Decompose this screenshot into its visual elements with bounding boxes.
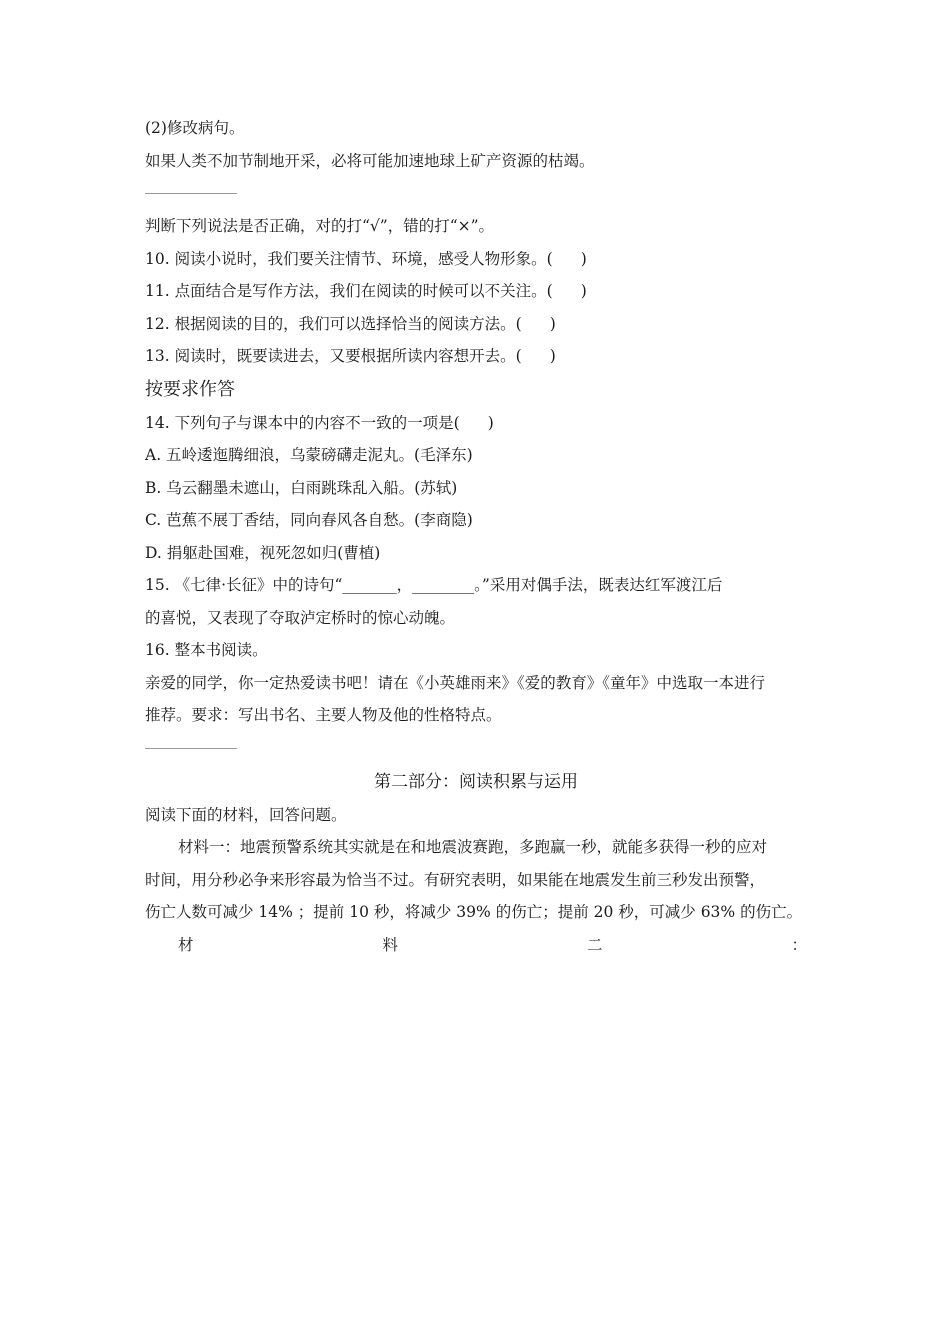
question-12 <box>145 308 807 341</box>
question-12-text: 12. 根据阅读的目的，我们可以选择恰当的阅读方法。 <box>145 314 516 333</box>
material-2-char: 二 <box>586 935 603 954</box>
material-1-line-1: 材料一：地震预警系统其实就是在和地震波赛跑，多跑赢一秒，就能多获得一秒的应对 <box>178 838 768 856</box>
option-d: D. 捐躯赴国难，视死忽如归(曹植) <box>145 543 381 562</box>
question-14 <box>145 407 807 440</box>
question-11-paren-close: ) <box>580 282 587 300</box>
judge-instruction: 判断下列说法是否正确，对的打“√”，错的打“×”。 <box>145 217 495 235</box>
answer-heading: 按要求作答 <box>145 378 235 400</box>
question-11-paren-open: ( <box>546 282 553 300</box>
material-1-line-3: 伤亡人数可减少 14% ；提前 10 秒，将减少 39% 的伤亡；提前 20 秒，可减少 63% 的伤亡。 <box>145 903 803 921</box>
option-b: B. 乌云翻墨未遮山，白雨跳珠乱入船。(苏轼) <box>145 478 458 497</box>
question-11 <box>145 275 807 308</box>
question-13-paren-open: ( <box>515 347 522 365</box>
document-page <box>145 112 807 961</box>
part-2-instruction: 阅读下面的材料，回答问题。 <box>145 805 347 824</box>
question-10-paren-close: ) <box>580 249 587 268</box>
question-14-paren-close: ) <box>487 413 494 432</box>
material-2-char: ： <box>791 935 807 954</box>
section-2-title: (2)修改病句。 <box>145 119 245 137</box>
material-2-heading <box>145 929 807 962</box>
question-13 <box>145 340 807 373</box>
answer-line <box>145 193 237 194</box>
part-2-title: 第二部分：阅读积累与运用 <box>374 771 578 792</box>
question-12-paren-close: ) <box>549 314 556 333</box>
question-14-text: 14. 下列句子与课本中的内容不一致的一项是 <box>145 413 454 432</box>
question-16-line-1: 亲爱的同学，你一定热爱读书吧！请在《小英雄雨来》《爱的教育》《童年》中选取一本进行 <box>145 673 766 692</box>
question-10-text: 10. 阅读小说时，我们要关注情节、环境，感受人物形象。 <box>145 249 547 268</box>
question-10 <box>145 243 807 276</box>
question-11-text: 11. 点面结合是写作方法，我们在阅读的时候可以不关注。 <box>145 282 547 300</box>
material-2-char: 料 <box>382 935 398 954</box>
question-13-paren-close: ) <box>549 347 556 365</box>
question-15-line-2: 的喜悦，又表现了夺取泸定桥时的惊心动魄。 <box>145 608 456 627</box>
answer-line <box>145 748 237 749</box>
question-16-line-2: 推荐。要求：写出书名、主要人物及他的性格特点。 <box>145 706 502 724</box>
sick-sentence: 如果人类不加节制地开采，必将可能加速地球上矿产资源的枯竭。 <box>145 151 595 170</box>
question-10-paren-open: ( <box>546 249 553 268</box>
option-c: C. 芭蕉不展丁香结，同向春风各自愁。(李商隐) <box>145 511 473 529</box>
question-16-title: 16. 整本书阅读。 <box>145 641 268 659</box>
material-2-char: 材 <box>178 935 194 954</box>
question-14-paren-open: ( <box>453 413 460 432</box>
question-15-line-1: 15. 《七律·长征》中的诗句“_______，________。”采用对偶手法，既表达红军渡江后 <box>145 576 723 594</box>
option-a: A. 五岭逶迤腾细浪，乌蒙磅礴走泥丸。(毛泽东) <box>145 446 473 464</box>
question-12-paren-open: ( <box>515 314 522 333</box>
question-13-text: 13. 阅读时，既要读进去，又要根据所读内容想开去。 <box>145 347 516 365</box>
material-1-line-2: 时间，用分秒必争来形容最为恰当不过。有研究表明，如果能在地震发生前三秒发出预警， <box>145 870 766 889</box>
